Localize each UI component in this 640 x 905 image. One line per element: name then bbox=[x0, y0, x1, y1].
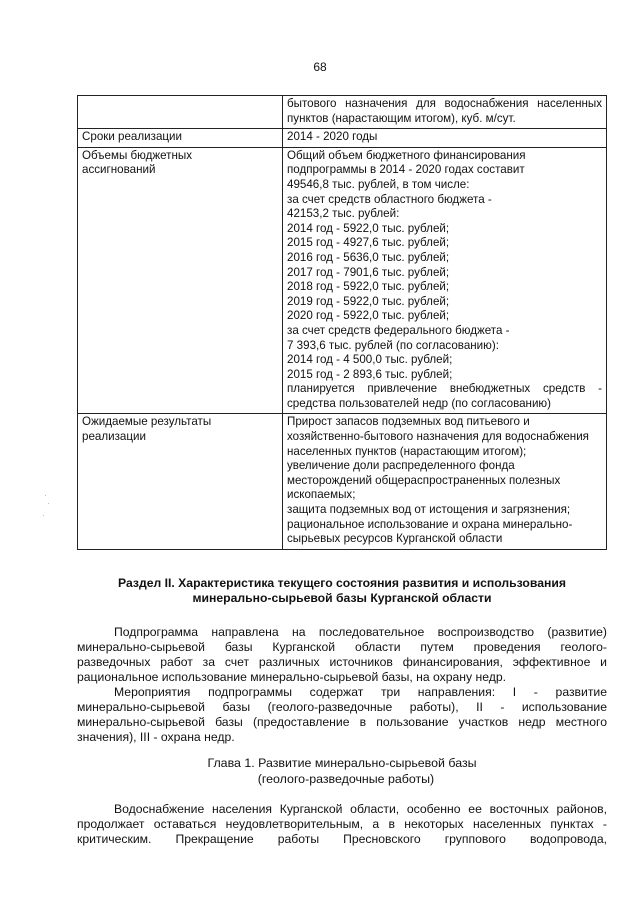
scan-speck: · bbox=[44, 491, 47, 500]
table-text-line: средства пользователей недр (по согласованию) bbox=[287, 396, 551, 410]
table-row bbox=[78, 414, 607, 549]
table-text-line: 2016 год - 5636,0 тыс. рублей; bbox=[287, 250, 450, 264]
table-text-line: 2017 год - 7901,6 тыс. рублей; bbox=[287, 265, 450, 279]
table-text-line: 49546,8 тыс. рублей, в том числе: bbox=[287, 177, 470, 191]
paragraph-line: минерально-сырьевой базы (геолого-разведочные работы), II - использование bbox=[77, 700, 607, 714]
chapter-heading bbox=[77, 756, 607, 787]
table-row bbox=[78, 129, 607, 148]
paragraph bbox=[77, 802, 607, 847]
table-text-line: 2014 - 2020 годы bbox=[287, 130, 378, 144]
table-text-line: сырьевых ресурсов Курганской области bbox=[287, 532, 503, 546]
table-row bbox=[78, 147, 607, 414]
paragraph-line: разведочных работ за счет различных источников финансирования, эффективное и bbox=[77, 655, 607, 669]
table-text-line: Общий объем бюджетного финансирования bbox=[287, 148, 526, 162]
table-text-line: ископаемых; bbox=[287, 488, 356, 502]
table-text-line: 2014 год - 5922,0 тыс. рублей; bbox=[287, 221, 450, 235]
row-label-cell bbox=[78, 414, 283, 549]
table-text-line: 42153,2 тыс. рублей: bbox=[287, 207, 400, 221]
table-text-line: за счет средств областного бюджета - bbox=[287, 192, 492, 206]
paragraph-line: минерально-сырьевой базы (предоставление в пользование участков недр местного bbox=[77, 715, 607, 729]
section-heading-line: минерально-сырьевой базы Курганской области bbox=[192, 591, 492, 605]
paragraph-line: критическим. Прекращение работы Пресновского группового водопровода, bbox=[77, 832, 607, 846]
paragraph-line: Подпрограмма направлена на последовательное воспроизводство (развитие) bbox=[114, 625, 607, 639]
table-text-line: 2020 год - 5922,0 тыс. рублей; bbox=[287, 309, 450, 323]
paragraph-line: значения), III - охрана недр. bbox=[77, 730, 235, 744]
row-value-cell bbox=[283, 96, 607, 129]
paragraph bbox=[77, 685, 607, 745]
chapter-heading-line: Глава 1. Развитие минерально-сырьевой базы bbox=[207, 756, 477, 770]
table-text-line: подпрограммы в 2014 - 2020 годах составит bbox=[287, 163, 525, 177]
row-label-line: Сроки реализации bbox=[82, 130, 182, 144]
paragraph-line: минерально-сырьевой базы Курганской области путем проведения геолого- bbox=[77, 640, 607, 654]
row-value-cell bbox=[283, 147, 607, 414]
row-label-cell bbox=[78, 129, 283, 148]
table-text-line: защита подземных вод от истощения и загрязнения; bbox=[287, 503, 571, 517]
table-text-line: 2014 год - 4 500,0 тыс. рублей; bbox=[287, 353, 453, 367]
paragraph-line: Мероприятия подпрограммы содержат три направления: I - развитие bbox=[114, 685, 607, 699]
table-text-line: планируется привлечение внебюджетных средств - bbox=[287, 382, 602, 396]
table-text-line: 2015 год - 2 893,6 тыс. рублей; bbox=[287, 367, 453, 381]
paragraph-line: продолжает оставаться неудовлетворительным, а в некоторых населенных пунктах - bbox=[77, 817, 607, 831]
table-text-line: за счет средств федерального бюджета - bbox=[287, 323, 510, 337]
passport-table bbox=[77, 95, 607, 550]
paragraph-line: Водоснабжение населения Курганской области, особенно ее восточных районов, bbox=[114, 802, 607, 816]
row-label-line: ассигнований bbox=[82, 163, 156, 177]
chapter-heading-line: (геолого-разведочные работы) bbox=[257, 771, 435, 786]
row-label-cell bbox=[78, 147, 283, 414]
paragraph-line: рациональное использование минерально-сырьевой базы, на охрану недр. bbox=[77, 670, 507, 684]
table-text-line: 2015 год - 4927,6 тыс. рублей; bbox=[287, 236, 450, 250]
row-label-cell bbox=[78, 96, 283, 129]
scan-speck: · bbox=[47, 499, 50, 508]
scan-speck: · bbox=[42, 511, 45, 520]
table-text-line: Прирост запасов подземных вод питьевого и bbox=[287, 415, 530, 429]
row-value-cell bbox=[283, 129, 607, 148]
table-text-line: бытового назначения для водоснабжения населенных bbox=[287, 97, 602, 110]
section-heading-line: Раздел II. Характеристика текущего состояния развития и использования bbox=[118, 576, 566, 590]
row-label-line: Ожидаемые результаты bbox=[82, 415, 212, 429]
row-label-line: реализации bbox=[82, 430, 146, 444]
table-text-line: 2018 год - 5922,0 тыс. рублей; bbox=[287, 280, 450, 294]
table-text-line: хозяйственно-бытового назначения для водоснабжения bbox=[287, 430, 589, 444]
paragraph bbox=[77, 625, 607, 685]
table-text-line: населенных пунктов (нарастающим итогом); bbox=[287, 444, 527, 458]
table-text-line: месторождений общераспространенных полезных bbox=[287, 473, 561, 487]
table-text-line: пунктов (нарастающим итогом), куб. м/сут. bbox=[287, 111, 516, 125]
row-value-cell bbox=[283, 414, 607, 549]
table-text-line: 2019 год - 5922,0 тыс. рублей; bbox=[287, 294, 450, 308]
table-row bbox=[78, 96, 607, 129]
row-label-line: Объемы бюджетных bbox=[82, 148, 192, 162]
table-text-line: рациональное использование и охрана минерально- bbox=[287, 517, 573, 531]
page-number: 68 bbox=[313, 60, 327, 74]
table-text-line: 7 393,6 тыс. рублей (по согласованию): bbox=[287, 338, 499, 352]
table-text-line: увеличение доли распределенного фонда bbox=[287, 459, 515, 473]
section-heading bbox=[77, 576, 607, 606]
